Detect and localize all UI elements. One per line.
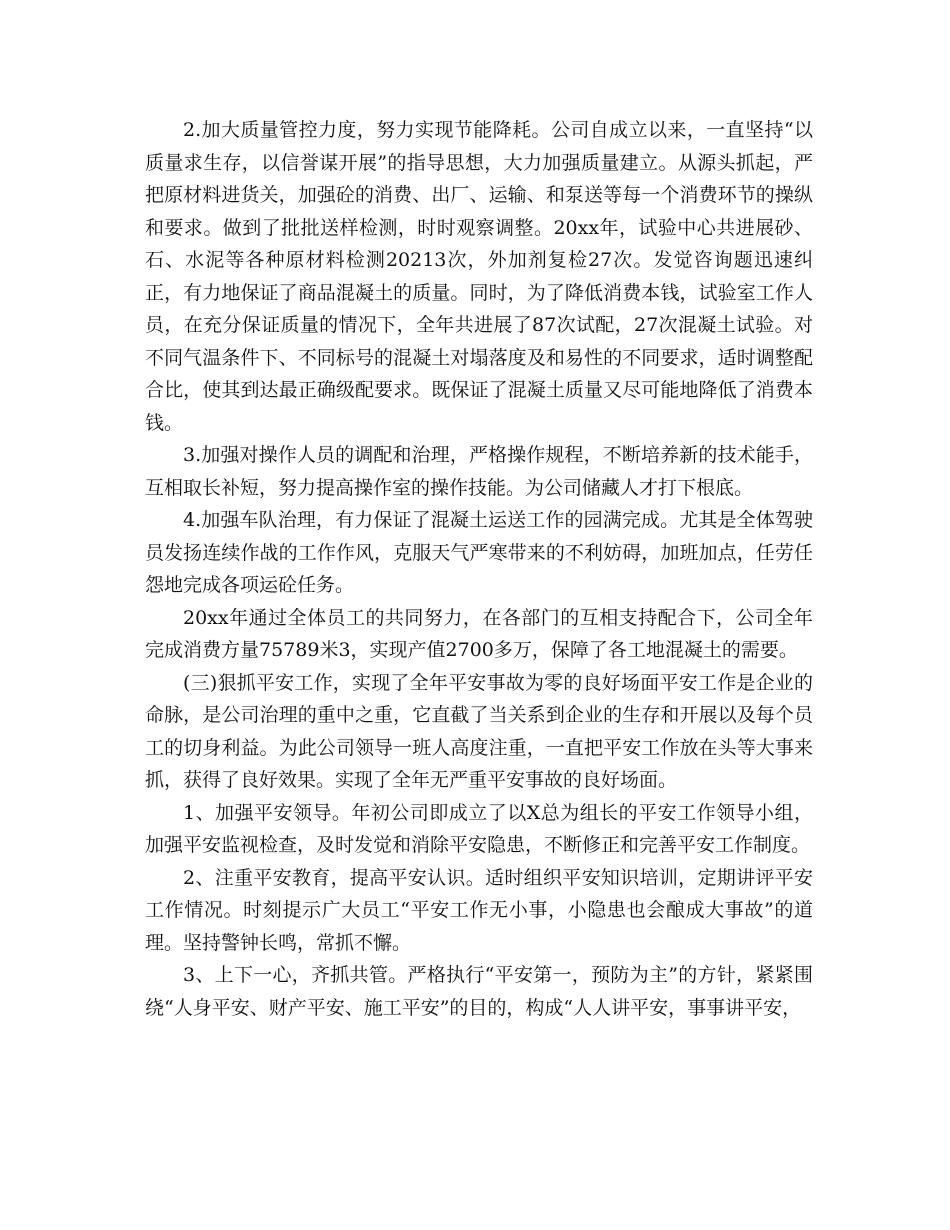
paragraph-quality-control: 2.加大质量管控力度，努力实现节能降耗。公司自成立以来，一直坚持“以质量求生存，以信誉谋开展”的指导思想，大力加强质量建立。从源头抓起，严把原材料进货关，加强砼的消费、出厂、运输、和泵送等每一个消费环节的操纵和要求。做到了批批送样检测，时时观察调整。20xx年，试验中心共进展砂、石、水泥等各种原材料检测20213次，外加剂复检27次。发觉咨询题迅速纠正，有力地保证了商品混凝土的质量。同时，为了降低消费本钱，试验室工作人员，在充分保证质量的情况下，全年共进展了87次试配，27次混凝土试验。对不同气温条件下、不同标号的混凝土对塌落度及和易性的不同要求，适时调整配合比，使其到达最正确级配要求。既保证了混凝土质量又尽可能地降低了消费本钱。 [145, 119, 813, 434]
paragraph-safety-work-heading: (三)狠抓平安工作，实现了全年平安事故为零的良好场面平安工作是企业的命脉，是公司治理的重中之重，它直截了当关系到企业的生存和开展以及每个员工的切身利益。为此公司领导一班人高度注重，一直把平安工作放在头等大事来抓，获得了良好效果。实现了全年无严重平安事故的良好场面。 [145, 671, 813, 791]
paragraph-operator-management: 3.加强对操作人员的调配和治理，严格操作规程，不断培养新的技术能手，互相取长补短，努力提高操作室的操作技能。为公司储藏人才打下根底。 [145, 444, 813, 499]
document-body [145, 114, 813, 1024]
paragraph-annual-output: 20xx年通过全体员工的共同努力，在各部门的互相支持配合下，公司全年完成消费方量75789米3，实现产值2700多万，保障了各工地混凝土的需要。 [145, 606, 813, 661]
paragraph-safety-education: 2、注重平安教育，提高平安认识。适时组织平安知识培训，定期讲评平安工作情况。时刻提示广大员工“平安工作无小事，小隐患也会酿成大事故”的道理。坚持警钟长鸣，常抓不懈。 [145, 866, 813, 954]
paragraph-fleet-management: 4.加强车队治理，有力保证了混凝土运送工作的园满完成。尤其是全体驾驶员发扬连续作战的工作作风，克服天气严寒带来的不利妨碍，加班加点，任劳任怨地完成各项运砼任务。 [145, 509, 813, 596]
paragraph-safety-leadership: 1、加强平安领导。年初公司即成立了以X总为组长的平安工作领导小组，加强平安监视检查，及时发觉和消除平安隐患，不断修正和完善平安工作制度。 [145, 801, 813, 856]
paragraph-joint-management: 3、上下一心，齐抓共管。严格执行“平安第一，预防为主”的方针，紧紧围绕“人身平安、财产平安、施工平安”的目的，构成“人人讲平安，事事讲平安， [145, 964, 813, 1019]
